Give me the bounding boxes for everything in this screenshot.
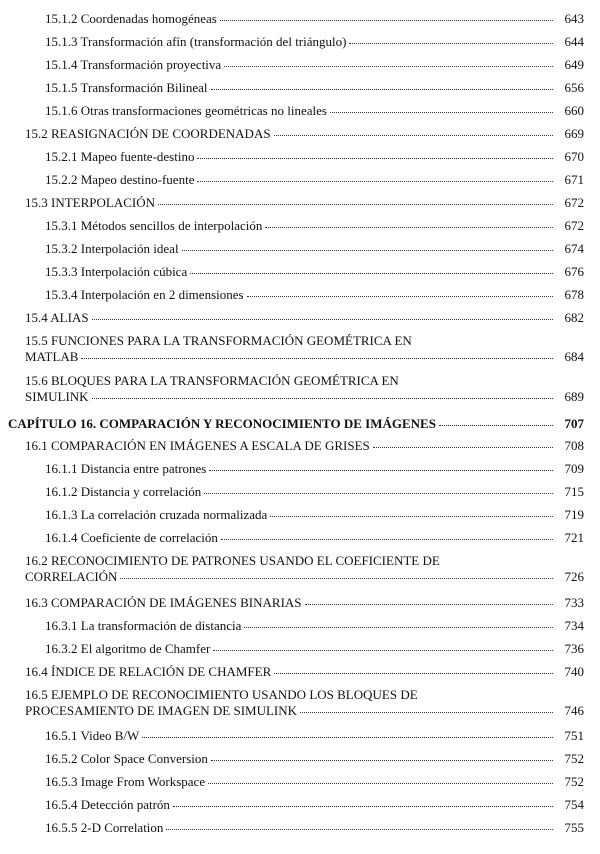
toc-entry-page: 726 [564, 569, 584, 584]
toc-entry-title: 16.5.1 Video B/W [45, 728, 140, 743]
toc-entry-title: 16.5.2 Color Space Conversion [45, 751, 208, 766]
toc-entry-title: 16.1.4 Coeficiente de correlación [45, 530, 218, 545]
toc-entry [0, 484, 600, 507]
toc-entry-title: 15.3.3 Interpolación cúbica [45, 264, 188, 279]
toc-entry-title: 15.1.5 Transformación Bilineal [45, 80, 208, 95]
toc-entry-title: 15.2.1 Mapeo fuente-destino [45, 149, 195, 164]
toc-entry-title: 15.1.3 Transformación afín (transformación del triángulo) [45, 34, 347, 49]
dot-leader [209, 469, 553, 471]
toc-entry [0, 264, 600, 287]
toc-entry [0, 149, 600, 172]
toc-entry-title: 15.3.4 Interpolación en 2 dimensiones [45, 287, 244, 302]
toc-entry-page: 649 [564, 57, 584, 72]
toc-entry-page: 709 [564, 461, 584, 476]
dot-leader [120, 577, 553, 579]
toc-entry [0, 687, 600, 728]
toc-entry-page: 682 [564, 310, 584, 325]
toc-entry-page: 719 [564, 507, 584, 522]
dot-leader [349, 42, 553, 44]
toc-entry-page: 656 [564, 80, 584, 95]
toc-entry [0, 664, 600, 687]
toc-entry [0, 797, 600, 820]
toc-entry-page: 740 [564, 664, 584, 679]
dot-leader [142, 736, 553, 738]
dot-leader [305, 603, 553, 605]
toc-entry [0, 820, 600, 843]
dot-leader [330, 111, 553, 113]
toc-entry-title-line2: PROCESAMIENTO DE IMAGEN DE SIMULINK [25, 703, 298, 718]
toc-entry-page: 660 [564, 103, 584, 118]
toc-entry-title: 15.3.1 Métodos sencillos de interpolación [45, 218, 263, 233]
toc-entry [0, 751, 600, 774]
toc-entry-title: 15.1.2 Coordenadas homogéneas [45, 11, 217, 26]
dot-leader [81, 357, 553, 359]
dot-leader [439, 424, 553, 426]
toc-entry [0, 728, 600, 751]
toc-entry-title: CAPÍTULO 16. COMPARACIÓN Y RECONOCIMIENTO DE IMÁGENES [8, 416, 436, 431]
toc-entry-title: 15.2 REASIGNACIÓN DE COORDENADAS [25, 126, 271, 141]
toc-entry-page: 643 [564, 11, 584, 26]
dot-leader [204, 492, 553, 494]
toc-entry [0, 310, 600, 333]
dot-leader [211, 759, 553, 761]
toc-entry [0, 172, 600, 195]
toc-entry-page: 721 [564, 530, 584, 545]
toc-entry [0, 57, 600, 80]
dot-leader [274, 672, 553, 674]
toc-entry-page: 746 [564, 703, 584, 718]
toc-entry [0, 774, 600, 797]
dot-leader [182, 249, 553, 251]
dot-leader [300, 711, 553, 713]
table-of-contents [0, 11, 600, 843]
toc-entry-page: 752 [564, 774, 584, 789]
dot-leader [373, 446, 553, 448]
toc-entry-title-line1: 15.6 BLOQUES PARA LA TRANSFORMACIÓN GEOMÉTRICA EN [25, 373, 399, 388]
toc-entry-page: 671 [564, 172, 584, 187]
toc-entry [0, 218, 600, 241]
dot-leader [197, 180, 553, 182]
toc-entry-title: 15.2.2 Mapeo destino-fuente [45, 172, 195, 187]
toc-entry [0, 641, 600, 664]
toc-entry-title: 16.3.2 El algoritmo de Chamfer [45, 641, 211, 656]
toc-entry-page: 707 [564, 416, 584, 431]
toc-entry-title: 15.1.4 Transformación proyectiva [45, 57, 222, 72]
dot-leader [224, 65, 553, 67]
chapter-heading [0, 416, 600, 438]
toc-entry-page: 670 [564, 149, 584, 164]
toc-entry-title: 16.4 ÍNDICE DE RELACIÓN DE CHAMFER [25, 664, 272, 679]
dot-leader [166, 828, 553, 830]
toc-entry [0, 34, 600, 57]
dot-leader [190, 272, 553, 274]
toc-entry [0, 80, 600, 103]
dot-leader [220, 19, 553, 21]
toc-entry [0, 126, 600, 149]
toc-entry-title: 15.1.6 Otras transformaciones geométricas no lineales [45, 103, 327, 118]
toc-entry-title: 15.3 INTERPOLACIÓN [25, 195, 155, 210]
toc-entry [0, 11, 600, 34]
dot-leader [92, 318, 553, 320]
toc-entry [0, 195, 600, 218]
toc-entry-title: 16.1.2 Distancia y correlación [45, 484, 202, 499]
dot-leader [274, 134, 553, 136]
toc-entry-page: 672 [564, 218, 584, 233]
toc-entry-page: 733 [564, 595, 584, 610]
toc-entry-title: 16.3 COMPARACIÓN DE IMÁGENES BINARIAS [25, 595, 302, 610]
toc-entry-page: 672 [564, 195, 584, 210]
toc-entry [0, 553, 600, 595]
toc-entry-title: 16.1 COMPARACIÓN EN IMÁGENES A ESCALA DE GRISES [25, 438, 370, 453]
toc-entry-title: 15.4 ALIAS [25, 310, 89, 325]
toc-entry-page: 676 [564, 264, 584, 279]
dot-leader [213, 649, 553, 651]
toc-entry [0, 461, 600, 484]
toc-entry-page: 736 [564, 641, 584, 656]
toc-entry-title: 15.3.2 Interpolación ideal [45, 241, 179, 256]
dot-leader [270, 515, 553, 517]
toc-entry [0, 333, 600, 373]
toc-entry-title-line2: SIMULINK [25, 389, 89, 404]
toc-entry-page: 734 [564, 618, 584, 633]
dot-leader [208, 782, 553, 784]
toc-entry-page: 752 [564, 751, 584, 766]
toc-entry [0, 530, 600, 553]
toc-entry-page: 755 [564, 820, 584, 835]
toc-entry-page: 678 [564, 287, 584, 302]
dot-leader [173, 805, 553, 807]
dot-leader [197, 157, 553, 159]
toc-entry-page: 715 [564, 484, 584, 499]
toc-entry-page: 669 [564, 126, 584, 141]
toc-entry-title: 16.5.3 Image From Workspace [45, 774, 206, 789]
toc-entry-title-line1: 15.5 FUNCIONES PARA LA TRANSFORMACIÓN GEOMÉTRICA EN [25, 333, 412, 348]
toc-entry-page: 689 [564, 389, 584, 404]
toc-entry-title-line1: 16.2 RECONOCIMIENTO DE PATRONES USANDO EL COEFICIENTE DE [25, 553, 440, 568]
toc-entry-title-line1: 16.5 EJEMPLO DE RECONOCIMIENTO USANDO LOS BLOQUES DE [25, 687, 418, 702]
toc-entry [0, 438, 600, 461]
dot-leader [92, 397, 553, 399]
toc-entry-title-line2: CORRELACIÓN [25, 569, 118, 584]
toc-entry-page: 644 [564, 34, 584, 49]
toc-entry-title: 16.1.3 La correlación cruzada normalizada [45, 507, 268, 522]
toc-entry-page: 708 [564, 438, 584, 453]
toc-entry-title: 16.3.1 La transformación de distancia [45, 618, 242, 633]
toc-entry [0, 103, 600, 126]
toc-entry [0, 595, 600, 618]
dot-leader [244, 626, 553, 628]
toc-entry-title: 16.5.5 2-D Correlation [45, 820, 164, 835]
dot-leader [211, 88, 554, 90]
dot-leader [158, 203, 553, 205]
toc-entry [0, 507, 600, 530]
toc-entry [0, 287, 600, 310]
toc-entry-title: 16.5.4 Detección patrón [45, 797, 170, 812]
toc-entry-title: 16.1.1 Distancia entre patrones [45, 461, 207, 476]
toc-entry [0, 618, 600, 641]
toc-entry-page: 674 [564, 241, 584, 256]
toc-entry-page: 684 [564, 349, 584, 364]
toc-entry-title-line2: MATLAB [25, 349, 79, 364]
dot-leader [247, 295, 553, 297]
toc-entry [0, 241, 600, 264]
toc-entry-page: 751 [564, 728, 584, 743]
dot-leader [265, 226, 553, 228]
toc-entry-page: 754 [564, 797, 584, 812]
toc-entry [0, 373, 600, 416]
dot-leader [221, 538, 553, 540]
